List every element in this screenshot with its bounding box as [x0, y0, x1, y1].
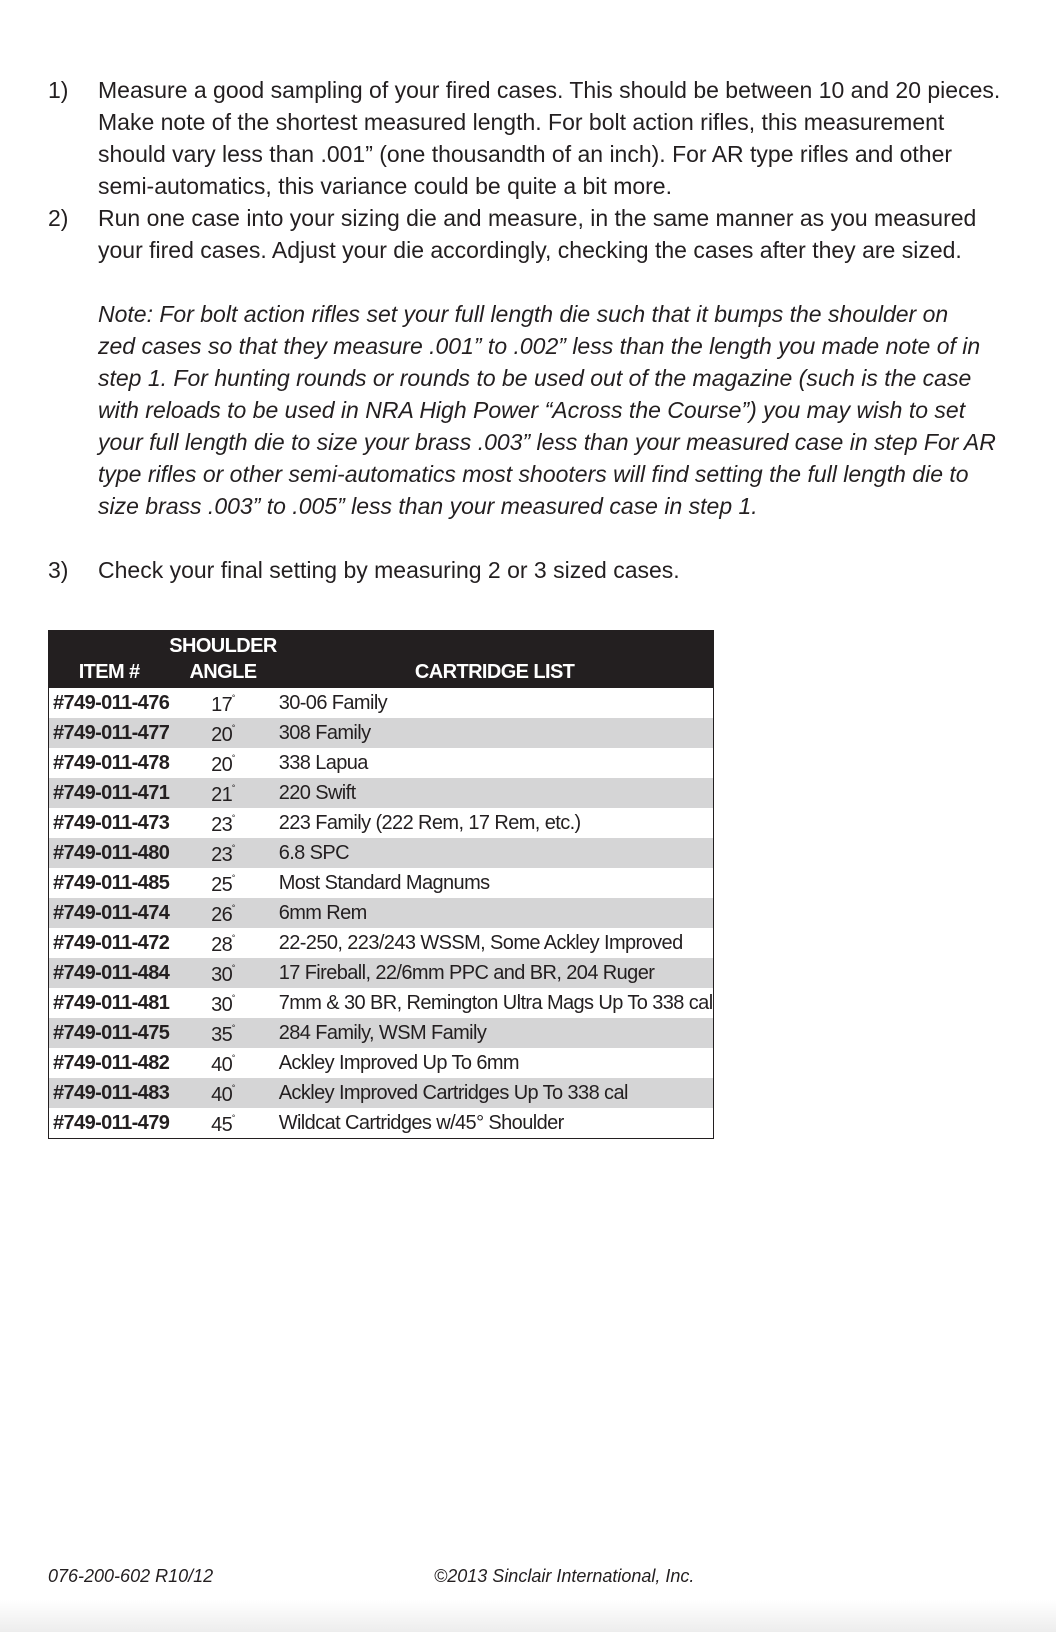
- degree-symbol: ˚: [232, 875, 235, 886]
- angle-value: 20: [211, 724, 233, 746]
- shoulder-angle: [169, 1078, 276, 1108]
- sizing-note: [98, 298, 1018, 522]
- angle-value: 25: [211, 874, 233, 896]
- angle-value: 40: [211, 1054, 233, 1076]
- degree-symbol: ˚: [232, 845, 235, 856]
- shoulder-angle: [169, 808, 276, 838]
- cartridge-name: Wildcat Cartridges w/45° Shoulder: [278, 1112, 564, 1134]
- step-line: your fired cases. Adjust your die accordingly, checking the cases after they are sized.: [98, 237, 962, 263]
- angle-value: 21: [211, 784, 233, 806]
- header-shoulder-angle: [169, 631, 276, 689]
- shoulder-angle: [169, 1018, 276, 1048]
- angle-value: 20: [211, 754, 233, 776]
- note-line: size brass .003” to .005” less than your measured case in step 1.: [98, 493, 758, 519]
- cartridge-name: 220 Swift: [278, 782, 356, 804]
- header-item: ITEM #: [78, 661, 140, 683]
- shoulder-angle: [169, 748, 276, 778]
- cartridge-name: 7mm & 30 BR, Remington Ultra Mags Up To 338 cal: [278, 992, 713, 1014]
- step-number: 1): [48, 77, 69, 103]
- item-number: #749-011-477: [53, 722, 170, 744]
- shoulder-angle: [169, 898, 276, 928]
- item-number: #749-011-481: [53, 992, 170, 1014]
- step-line: Measure a good sampling of your fired cases. This should be between 10 and 20 pieces.: [98, 77, 1001, 103]
- instruction-steps: [48, 74, 1018, 586]
- shoulder-angle: [169, 688, 276, 718]
- step-line: semi-automatics, this variance could be quite a bit more.: [98, 173, 672, 199]
- angle-value: 26: [211, 904, 233, 926]
- item-number: #749-011-476: [53, 692, 170, 714]
- degree-symbol: ˚: [232, 755, 235, 766]
- step-1: [48, 74, 1018, 202]
- degree-symbol: ˚: [232, 905, 235, 916]
- table-row: [49, 1018, 714, 1048]
- item-number: #749-011-473: [53, 812, 170, 834]
- item-number: #749-011-479: [53, 1112, 170, 1134]
- document-number: 076-200-602 R10/12: [48, 1566, 214, 1586]
- note-line: with reloads to be used in NRA High Power “Across the Course”) you may wish to set: [98, 397, 966, 423]
- step-2: [48, 202, 1018, 266]
- cartridge-name: 338 Lapua: [278, 752, 368, 774]
- table-row: [49, 688, 714, 718]
- cartridge-name: Ackley Improved Cartridges Up To 338 cal: [278, 1082, 628, 1104]
- item-number: #749-011-472: [53, 932, 170, 954]
- item-number: #749-011-485: [53, 872, 170, 894]
- degree-symbol: ˚: [232, 935, 235, 946]
- note-line: type rifles or other semi-automatics most shooters will find setting the full length die to: [98, 461, 969, 487]
- degree-symbol: ˚: [232, 815, 235, 826]
- step-text: [98, 202, 1018, 266]
- angle-value: 45: [211, 1114, 233, 1136]
- shoulder-angle: [169, 718, 276, 748]
- cartridge-name: 284 Family, WSM Family: [278, 1022, 487, 1044]
- degree-symbol: ˚: [232, 725, 235, 736]
- angle-value: 28: [211, 934, 233, 956]
- table-row: [49, 988, 714, 1018]
- cartridge-table: [48, 630, 714, 1139]
- item-number: #749-011-475: [53, 1022, 170, 1044]
- angle-value: 40: [211, 1084, 233, 1106]
- note-line: your full length die to size your brass .003” less than your measured case in step For AR: [98, 429, 996, 455]
- cartridge-name: 6.8 SPC: [278, 842, 349, 864]
- table-header-row: [49, 631, 714, 689]
- table-row: [49, 748, 714, 778]
- shoulder-angle: [169, 1048, 276, 1078]
- shoulder-angle: [169, 778, 276, 808]
- header-cartridge-list: CARTRIDGE LIST: [414, 661, 575, 683]
- degree-symbol: ˚: [232, 1025, 235, 1036]
- copyright: ©2013 Sinclair International, Inc.: [434, 1566, 695, 1586]
- item-number: #749-011-484: [53, 962, 170, 984]
- shoulder-angle: [169, 928, 276, 958]
- shoulder-angle: [169, 958, 276, 988]
- note-line: Note: For bolt action rifles set your full length die such that it bumps the shoulder on: [98, 301, 949, 327]
- header-angle-line1: SHOULDER: [169, 635, 277, 657]
- angle-value: 23: [211, 814, 233, 836]
- table-row: [49, 838, 714, 868]
- note-line: step 1. For hunting rounds or rounds to be used out of the magazine (such is the case: [98, 365, 972, 391]
- table-row: [49, 778, 714, 808]
- item-number: #749-011-478: [53, 752, 170, 774]
- step-line: Run one case into your sizing die and measure, in the same manner as you measured: [98, 205, 977, 231]
- step-text: [98, 74, 1018, 202]
- cartridge-name: 6mm Rem: [278, 902, 367, 924]
- step-number: 3): [48, 557, 69, 583]
- angle-value: 23: [211, 844, 233, 866]
- step-line: should vary less than .001” (one thousandth of an inch). For AR type rifles and other: [98, 141, 953, 167]
- cartridge-name: 308 Family: [278, 722, 371, 744]
- item-number: #749-011-480: [53, 842, 170, 864]
- degree-symbol: ˚: [232, 965, 235, 976]
- cartridge-name: Most Standard Magnums: [278, 872, 490, 894]
- angle-value: 35: [211, 1024, 233, 1046]
- shoulder-angle: [169, 838, 276, 868]
- degree-symbol: ˚: [232, 695, 235, 706]
- step-number: 2): [48, 205, 69, 231]
- degree-symbol: ˚: [232, 1055, 235, 1066]
- table-row: [49, 958, 714, 988]
- item-number: #749-011-482: [53, 1052, 170, 1074]
- cartridge-name: 22-250, 223/243 WSSM, Some Ackley Improved: [278, 932, 683, 954]
- table-row: [49, 718, 714, 748]
- table-row: [49, 898, 714, 928]
- step-text: [98, 554, 1018, 586]
- note-line: zed cases so that they measure .001” to .002” less than the length you made note of in: [98, 333, 981, 359]
- step-line: Make note of the shortest measured length. For bolt action rifles, this measurement: [98, 109, 945, 135]
- table-header: [49, 631, 714, 689]
- table-body: [49, 688, 714, 1139]
- table-row: [49, 1078, 714, 1108]
- page-bottom-edge: [0, 1600, 1056, 1632]
- table-row: [49, 868, 714, 898]
- table-row: [49, 808, 714, 838]
- step-line: Check your final setting by measuring 2 or 3 sized cases.: [98, 557, 680, 583]
- cartridge-name: 223 Family (222 Rem, 17 Rem, etc.): [278, 812, 581, 834]
- table-row: [49, 1108, 714, 1139]
- step-3: [48, 554, 1018, 586]
- degree-symbol: ˚: [232, 995, 235, 1006]
- angle-value: 30: [211, 994, 233, 1016]
- degree-symbol: ˚: [232, 1115, 235, 1126]
- angle-value: 17: [211, 694, 233, 716]
- item-number: #749-011-474: [53, 902, 170, 924]
- cartridge-name: 30-06 Family: [278, 692, 388, 714]
- angle-value: 30: [211, 964, 233, 986]
- item-number: #749-011-483: [53, 1082, 170, 1104]
- table-row: [49, 1048, 714, 1078]
- degree-symbol: ˚: [232, 785, 235, 796]
- cartridge-name: Ackley Improved Up To 6mm: [278, 1052, 519, 1074]
- item-number: #749-011-471: [53, 782, 170, 804]
- shoulder-angle: [169, 1108, 276, 1139]
- shoulder-angle: [169, 868, 276, 898]
- degree-symbol: ˚: [232, 1085, 235, 1096]
- table-row: [49, 928, 714, 958]
- header-angle-line2: ANGLE: [189, 661, 257, 683]
- cartridge-name: 17 Fireball, 22/6mm PPC and BR, 204 Ruger: [278, 962, 655, 984]
- shoulder-angle: [169, 988, 276, 1018]
